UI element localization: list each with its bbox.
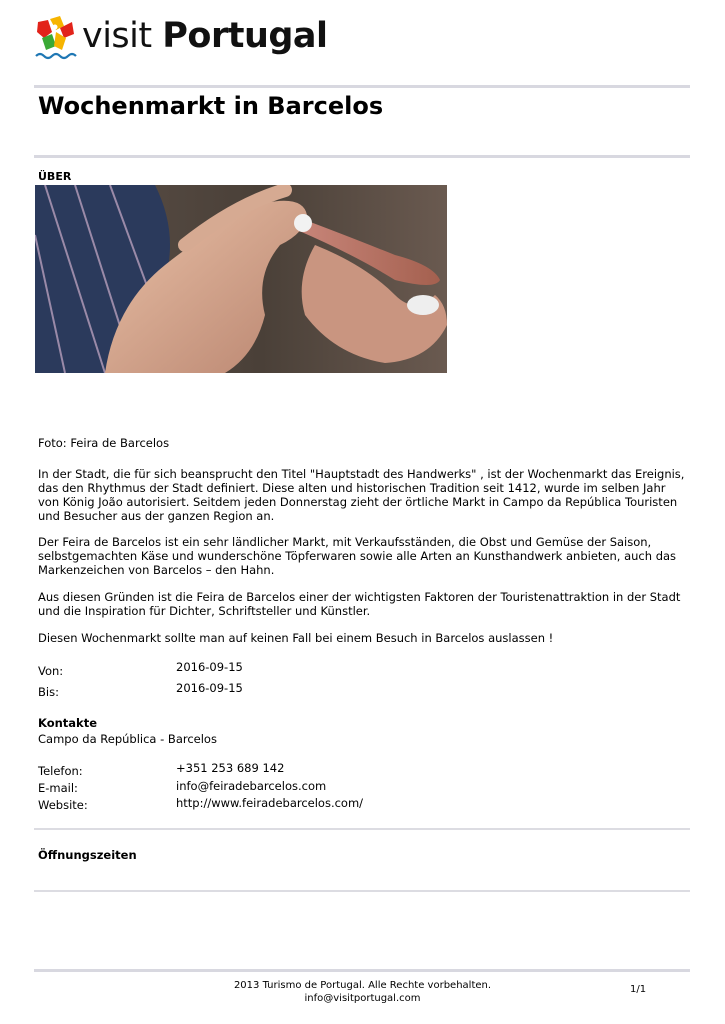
footer [0,979,725,1005]
phone-value[interactable]: +351 253 689 142 [176,761,285,775]
contacts-divider [34,828,690,830]
email-label: E-mail: [38,781,78,795]
date-from-label: Von: [38,664,64,678]
footer-divider [34,969,690,972]
header-divider [34,85,690,88]
visitportugal-logo [34,14,334,76]
website-link[interactable]: http://www.feiradebarcelos.com/ [176,796,364,810]
title-divider [34,155,690,158]
logo-wordmark [82,16,328,56]
page-title: Wochenmarkt in Barcelos [38,92,384,120]
email-link[interactable]: info@feiradebarcelos.com [176,779,327,793]
pottery-photo [35,185,447,373]
footer-email[interactable]: info@visitportugal.com [304,993,421,1004]
photo-caption: Foto: Feira de Barcelos [38,436,170,450]
date-to-value: 2016-09-15 [176,681,243,695]
footer-copyright: 2013 Turismo de Portugal. Alle Rechte vorbehalten. [233,980,492,991]
portugal-emblem-icon [34,16,78,64]
page-number: 1/1 [630,984,647,995]
logo-visit: visit [82,16,152,56]
hours-divider [34,890,690,892]
website-label: Website: [38,798,88,812]
contacts-heading: Kontakte [38,716,97,730]
body-paragraph-2: Der Feira de Barcelos ist ein sehr ländlicher Markt, mit Verkaufsständen, die Obst und Gemüse der Saison, selbstgemachten Käse und wunderschöne Töpferwaren sowie alle Arten an Kunsthandwerk anbieten, auch das Markenzeichen von Barcelos – den Hahn. [38,535,677,577]
section-label-about: ÜBER [38,170,72,183]
phone-label: Telefon: [38,764,83,778]
date-from-value: 2016-09-15 [176,660,243,674]
logo-portugal: Portugal [162,16,328,56]
body-paragraph-3: Aus diesen Gründen ist die Feira de Barcelos einer der wichtigsten Faktoren der Touristenattraktion in der Stadt und die Inspiration für Dichter, Schriftsteller und Künstler. [38,590,681,618]
contacts-address: Campo da República - Barcelos [38,732,217,746]
opening-hours-heading: Öffnungszeiten [38,848,137,862]
body-paragraph-1: In der Stadt, die für sich beansprucht den Titel "Hauptstadt des Handwerks" , ist der Wochenmarkt das Ereignis, das den Rhythmus der Stadt definiert. Diese alten und historischen Tradition seit 1412, wurde im selben Jahr von König João autorisiert. Seitdem jeden Donnerstag zieht der örtliche Markt in Campo da República Touristen und Besucher aus der ganzen Region an. [38,467,685,523]
body-paragraph-4: Diesen Wochenmarkt sollte man auf keinen Fall bei einem Besuch in Barcelos auslassen ! [38,631,554,645]
date-to-label: Bis: [38,685,59,699]
